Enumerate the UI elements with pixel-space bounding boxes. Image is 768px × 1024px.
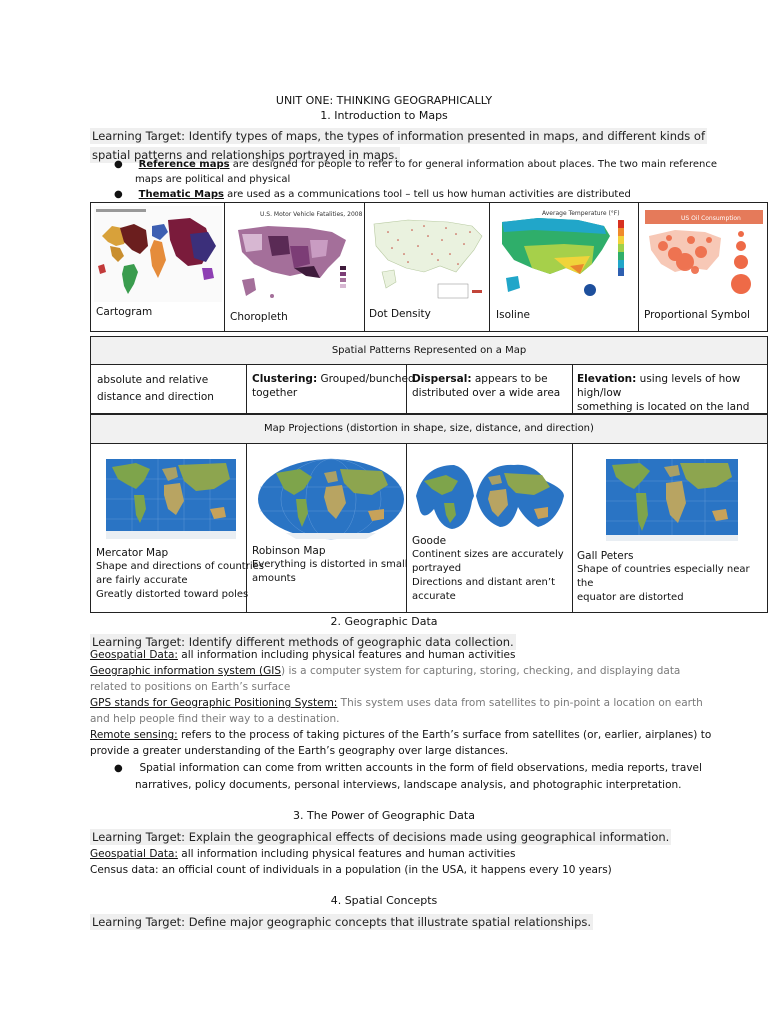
geospatial-data-def: Geospatial Data: all information including physical features and human activities (90, 649, 516, 661)
census-data-def: Census data: an official count of individuals in a population (in the USA, it happens every 10 years) (90, 864, 612, 876)
bullet-reference-maps: ● Reference maps are designed for people to refer to for general information about places. The two main reference maps are political and physical (114, 159, 717, 185)
section2-bullet: ● Spatial information can come from written accounts in the form of field observations, media reports, travel narratives, policy documents, personal interviews, landscape analysis, and photographic interpretation. (114, 762, 702, 791)
choropleth-image (228, 206, 362, 306)
section2-target: Learning Target: Identify different methods of geographic data collection. (92, 635, 514, 649)
goode-cell: Goode Continent sizes are accurately portrayed Directions and distant aren’t accurate (412, 535, 564, 602)
spatial-patterns-header: Spatial Patterns Represented on a Map (90, 336, 768, 365)
gis-def: Geographic information system (GIS) is a computer system for capturing, storing, checking, and displaying data (90, 665, 681, 677)
gps-def: GPS stands for Geographic Positioning System: This system uses data from satellites to pin-point a location on earth (90, 697, 703, 709)
gall-peters-cell: Gall Peters Shape of countries especially near the equator are distorted (577, 550, 750, 603)
section4-title: 4. Spatial Concepts (330, 894, 438, 907)
geospatial-data-def-2: Geospatial Data: all information including physical features and human activities (90, 848, 516, 860)
remote-sensing-def: Remote sensing: refers to the process of taking pictures of the Earth’s surface from satellites (or, earlier, airplanes) to (90, 729, 712, 741)
isoline-label: Isoline (496, 309, 530, 321)
spatial-dispersal-cell: Dispersal: appears to be distributed over a wide area (412, 373, 561, 399)
choropleth-title: U.S. Motor Vehicle Fatalities, 2008 (260, 211, 362, 218)
choropleth-label: Choropleth (230, 311, 288, 323)
map-projections-header: Map Projections (distortion in shape, size, distance, and direction) (90, 414, 768, 444)
section3-title: 3. The Power of Geographic Data (293, 809, 475, 822)
proportional-symbol-label: Proportional Symbol (644, 309, 750, 321)
dot-density-image (368, 210, 486, 302)
spatial-clustering-cell: Clustering: Grouped/bunched together (252, 373, 415, 399)
robinson-map-image (256, 457, 406, 541)
mercator-map-image (106, 459, 236, 539)
spatial-distance-cell: absolute and relative distance and direction (97, 374, 214, 403)
section1-target: Learning Target: Identify types of maps, the types of information presented in maps, and different kinds of spatial patterns and relationships portrayed in maps. (92, 129, 706, 162)
bullet-thematic-maps: ● Thematic Maps are used as a communications tool – tell us how human activities are distributed (114, 189, 631, 200)
proportional-symbol-image (645, 210, 763, 306)
mercator-cell: Mercator Map Shape and directions of countries are fairly accurate Greatly distorted toward poles (96, 547, 264, 600)
spatial-elevation-cell: Elevation: using levels of how high/low something is located on the land (577, 373, 750, 413)
section3-target: Learning Target: Explain the geographical effects of decisions made using geographical information. (92, 830, 670, 844)
section3-body (90, 846, 760, 878)
isoline-image (494, 206, 634, 304)
section1-bullets (114, 157, 764, 202)
goode-map-image (414, 461, 566, 531)
gall-peters-map-image (606, 459, 738, 541)
isoline-title: Average Temperature (°F) (542, 210, 620, 217)
robinson-cell: Robinson Map Everything is distorted in small amounts (252, 545, 408, 584)
proportional-title: US Oil Consumption (681, 215, 741, 222)
section4-target: Learning Target: Define major geographic concepts that illustrate spatial relationships. (92, 915, 592, 929)
unit-title: UNIT ONE: THINKING GEOGRAPHICALLY (275, 94, 493, 107)
section2-body: Geospatial Data: all information including physical features and human activities Geographic information system (GIS) is a computer system for capturing, storing, checking, and displaying data related to positions on Earth’s surface GPS stands for Geographic Positioning System: This system uses data from satellites to pin-point a location on earth and help people find their way to a destination. Remote sensing: refers to the process of taking pictures of the Earth’s surface from satellites (or, earlier, airplanes) to provide a greater understanding of the Earth’s geography over large distances. (90, 647, 760, 759)
section2-title: 2. Geographic Data (330, 615, 438, 628)
dot-density-label: Dot Density (369, 308, 431, 320)
cartogram-image (94, 206, 222, 302)
section1-title: 1. Introduction to Maps (320, 109, 448, 122)
cartogram-label: Cartogram (96, 306, 153, 318)
